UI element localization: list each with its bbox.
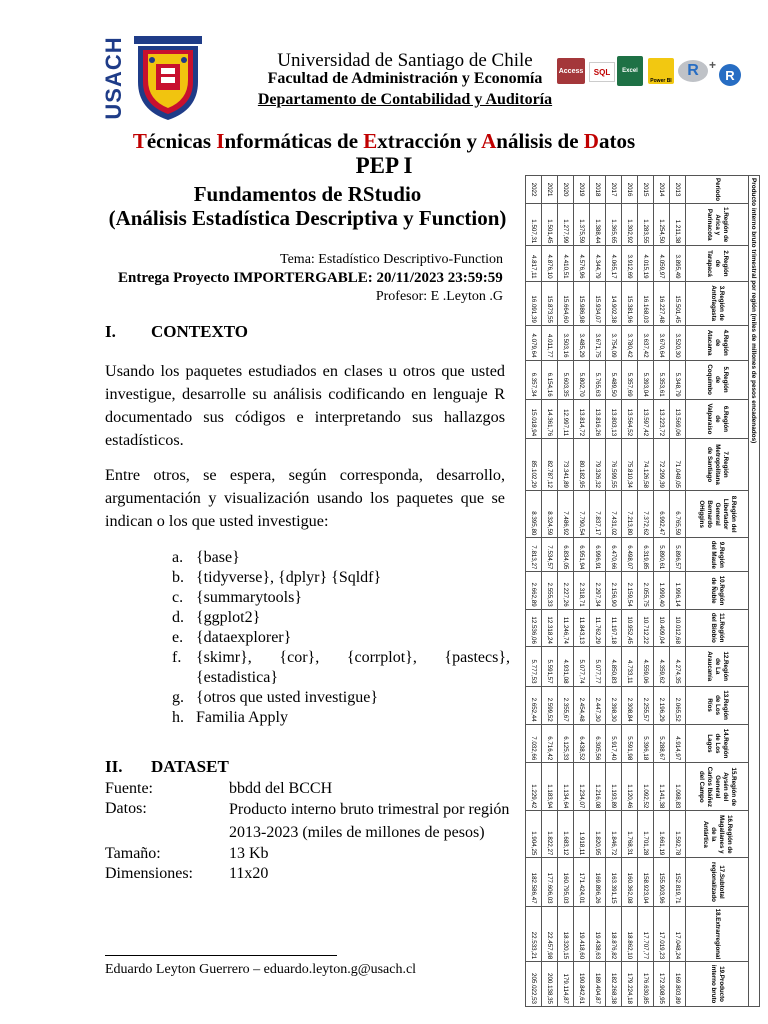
table-cell: 182.586,47 (526, 858, 542, 906)
table-cell: 6.438,52 (574, 724, 590, 763)
dataset-row: Tamaño: 13 Kb (105, 845, 269, 862)
table-cell: 6.996,91 (590, 538, 606, 572)
table-cell: 3.520,30 (670, 325, 686, 360)
plus-icon: + (709, 58, 717, 72)
table-cell: 4.576,96 (574, 246, 590, 281)
table-cell: 2016 (622, 176, 638, 204)
table-cell: 2021 (542, 176, 558, 204)
table-cell: 11.762,29 (590, 609, 606, 646)
table-cell: 5.357,69 (622, 360, 638, 399)
table-cell: 1.701,28 (638, 811, 654, 858)
table-cell: 2.055,75 (638, 572, 654, 609)
title-initial: T (132, 129, 147, 153)
table-cell: 205.022,53 (526, 962, 542, 1007)
table-cell: 19.418,60 (574, 906, 590, 962)
table-cell: 8.395,80 (526, 490, 542, 537)
table-cell: 82.787,12 (542, 439, 558, 491)
table-cell: 10.409,04 (654, 609, 670, 646)
table-cell: 5.777,53 (526, 646, 542, 686)
table-cell: 1.375,59 (574, 204, 590, 246)
table-cell: 16.091,39 (526, 281, 542, 325)
table-header-cell: 16.Región de Magallanes y de la Antártica (686, 811, 749, 858)
subtitle-rstudio: Fundamentos de RStudio (193, 182, 422, 206)
table-cell: 2014 (654, 176, 670, 204)
table-cell: 172.908,95 (654, 962, 670, 1007)
table-cell: 74.126,58 (638, 439, 654, 491)
dataset-row: Fuente: bbdd del BCCH (105, 780, 333, 797)
table-cell: 1.918,11 (574, 811, 590, 858)
table-cell: 2.227,26 (558, 572, 574, 609)
table-header-cell: 19.Producto interno bruto (686, 962, 749, 1007)
table-row (558, 176, 574, 1007)
table-cell: 189.404,87 (590, 962, 606, 1007)
table-cell: 2.156,90 (606, 572, 622, 609)
table-row (654, 176, 670, 1007)
table-cell: 7.431,02 (606, 490, 622, 537)
table-cell: 1.098,83 (670, 763, 686, 811)
r-logo-icon: R (678, 60, 708, 82)
r-logo-icon: R (719, 64, 741, 86)
table-cell: 5.603,35 (558, 360, 574, 399)
table-header-cell: 1.Región de Arica y Parinacota (686, 204, 749, 246)
table-caption-row (749, 176, 760, 1007)
table-cell: 10.012,68 (670, 609, 686, 646)
title-text: nformáticas de (224, 129, 364, 153)
list-item: e. {dataexplorer} (172, 629, 292, 646)
table-header-cell: 13.Región de Los Ríos (686, 686, 749, 724)
table-header-cell: 11.Región del Biobío (686, 609, 749, 646)
table-cell: 3.754,09 (606, 325, 622, 360)
table-cell: 4.876,10 (542, 246, 558, 281)
table-cell: 6.951,94 (574, 538, 590, 572)
table-header-cell: 15.Región de Aysén del General Carlos Ibáñez del Campo (686, 763, 749, 811)
table-cell: 182.268,38 (606, 962, 622, 1007)
table-cell: 1.211,38 (670, 204, 686, 246)
table-cell: 5.489,50 (606, 360, 622, 399)
usach-logo-text: USACH (101, 36, 126, 120)
exam-title: PEP I (355, 153, 413, 178)
table-cell: 6.992,47 (654, 490, 670, 537)
table-cell: 85.102,29 (526, 439, 542, 491)
table-cell: 4.931,08 (558, 646, 574, 686)
table-cell: 2.652,44 (526, 686, 542, 724)
table-cell: 5.890,61 (654, 538, 670, 572)
table-cell: 22.457,98 (542, 906, 558, 962)
pib-table-rotated (518, 175, 760, 1007)
table-cell: 14.361,76 (542, 399, 558, 439)
table-cell: 5.765,63 (590, 360, 606, 399)
powerbi-logo-icon: Power BI (648, 58, 674, 84)
table-cell: 11.246,74 (558, 609, 574, 646)
list-item: a. {base} (172, 549, 240, 566)
section-title: CONTEXTO (151, 322, 248, 341)
table-cell: 1.768,31 (622, 811, 638, 858)
table-header-cell: 2.Región de Tarapacá (686, 246, 749, 281)
table-cell: 2.662,89 (526, 572, 542, 609)
list-item: d. {ggplot2} (172, 609, 261, 626)
table-header-cell: 10.Región de Ñuble (686, 572, 749, 609)
table-cell: 5.896,57 (670, 538, 686, 572)
table-header-cell: 17.Subtotal regionalizado (686, 858, 749, 906)
table-cell: 5.353,61 (654, 360, 670, 399)
table-cell: 18.862,10 (622, 906, 638, 962)
table-cell: 17.048,24 (670, 906, 686, 962)
table-cell: 10.952,45 (622, 609, 638, 646)
table-cell: 3.671,75 (590, 325, 606, 360)
table-cell: 177.606,03 (542, 858, 558, 906)
table-cell: 2.599,52 (542, 686, 558, 724)
table-cell: 1.120,46 (622, 763, 638, 811)
table-cell: 158.923,04 (638, 858, 654, 906)
table-cell: 1.592,78 (670, 811, 686, 858)
table-header-cell: 3.Región de Antofagasta (686, 281, 749, 325)
table-cell: 2020 (558, 176, 574, 204)
table-cell: 2.555,33 (542, 572, 558, 609)
table-cell: 13.816,26 (590, 399, 606, 439)
table-cell: 15.501,45 (670, 281, 686, 325)
table-cell: 1.141,38 (654, 763, 670, 811)
table-cell: 5.396,18 (638, 724, 654, 763)
table-cell: 71.048,05 (670, 439, 686, 491)
table-row (542, 176, 558, 1007)
table-cell: 5.591,57 (542, 646, 558, 686)
table-cell: 160.362,08 (622, 858, 638, 906)
section-number: I. (105, 322, 116, 341)
table-cell: 1.820,95 (590, 811, 606, 858)
table-cell: 1.277,99 (558, 204, 574, 246)
list-item: g. {otros que usted investigue} (172, 689, 378, 706)
footer-divider (105, 955, 337, 956)
table-cell: 2022 (526, 176, 542, 204)
table-header-cell: Periodo (686, 176, 749, 204)
table-cell: 7.813,27 (526, 538, 542, 572)
table-cell: 1.996,14 (670, 572, 686, 609)
table-cell: 169.803,89 (670, 962, 686, 1007)
table-row (574, 176, 590, 1007)
table-cell: 2.355,67 (558, 686, 574, 724)
table-cell: 5.393,04 (638, 360, 654, 399)
table-cell: 155.903,96 (654, 858, 670, 906)
table-cell: 13.803,13 (606, 399, 622, 439)
list-item: h. Familia Apply (172, 709, 288, 726)
table-cell: 1.904,25 (526, 811, 542, 858)
table-cell: 2.297,34 (590, 572, 606, 609)
table-cell: 1.501,45 (542, 204, 558, 246)
table-cell: 13.564,52 (622, 399, 638, 439)
table-cell: 2018 (590, 176, 606, 204)
table-cell: 4.274,35 (670, 646, 686, 686)
table-row (670, 176, 686, 1007)
table-cell: 8.324,59 (542, 490, 558, 537)
table-header-cell: 18.Extrarregional (686, 906, 749, 962)
deadline-line: Entrega Proyecto IMPORTERGABLE: 20/11/2023 23:59:59 (118, 270, 503, 286)
table-cell: 3.670,64 (654, 325, 670, 360)
table-cell: 7.837,17 (590, 490, 606, 537)
dataset-info (105, 779, 515, 884)
table-cell: 6.125,33 (558, 724, 574, 763)
table-cell: 5.591,98 (622, 724, 638, 763)
table-cell: 171.424,01 (574, 858, 590, 906)
table-cell: 152.819,71 (670, 858, 686, 906)
table-header-cell: 5.Región de Coquimbo (686, 360, 749, 399)
table-cell: 6.305,56 (590, 724, 606, 763)
table-cell: 6.154,16 (542, 360, 558, 399)
table-cell: 5.077,74 (574, 646, 590, 686)
title-initial: D (583, 129, 599, 153)
list-item: f. {skimr}, {cor}, {corrplot}, {pastecs}, {estadistica} (172, 649, 510, 686)
table-cell: 1.999,40 (654, 572, 670, 609)
table-cell: 2017 (606, 176, 622, 204)
table-cell: 16.168,03 (638, 281, 654, 325)
table-cell: 15.986,98 (574, 281, 590, 325)
table-cell: 2.454,48 (574, 686, 590, 724)
table-cell: 12.318,24 (542, 609, 558, 646)
table-cell: 1.302,92 (622, 204, 638, 246)
table-cell: 1.234,07 (574, 763, 590, 811)
title-text: écnicas (146, 129, 217, 153)
table-cell: 1.365,65 (606, 204, 622, 246)
table-cell: 6.319,85 (638, 538, 654, 572)
table-cell: 73.341,89 (558, 439, 574, 491)
table-row (606, 176, 622, 1007)
table-cell: 12.536,06 (526, 609, 542, 646)
table-cell: 4.817,11 (526, 246, 542, 281)
table-cell: 179.114,87 (558, 962, 574, 1007)
table-cell: 1.283,55 (638, 204, 654, 246)
dataset-row: Dimensiones: 11x20 (105, 865, 269, 882)
table-cell: 5.077,77 (590, 646, 606, 686)
table-cell: 17.019,23 (654, 906, 670, 962)
table-cell: 11.843,13 (574, 609, 590, 646)
title-text: nálisis de (496, 129, 584, 153)
table-cell: 4.733,11 (622, 646, 638, 686)
section-contexto-heading (105, 322, 248, 342)
table-cell: 19.438,63 (590, 906, 606, 962)
table-cell: 6.765,59 (670, 490, 686, 537)
section-dataset-heading (105, 757, 229, 777)
table-cell: 4.410,51 (558, 246, 574, 281)
professor-line: Profesor: E .Leyton .G (375, 289, 503, 304)
table-cell: 1.822,27 (542, 811, 558, 858)
table-cell: 15.381,96 (622, 281, 638, 325)
table-row (526, 176, 542, 1007)
table-cell: 7.032,66 (526, 724, 542, 763)
table-cell: 4.079,64 (526, 325, 542, 360)
table-cell: 176.630,85 (638, 962, 654, 1007)
table-cell: 200.138,35 (542, 962, 558, 1007)
table-cell: 7.372,62 (638, 490, 654, 537)
table-cell: 1.216,08 (590, 763, 606, 811)
pib-table (525, 175, 760, 1007)
software-logos (555, 52, 745, 90)
table-cell: 1.229,42 (526, 763, 542, 811)
table-header-row (686, 176, 749, 1007)
title-text: xtracción y (377, 129, 482, 153)
table-cell: 169.896,26 (590, 858, 606, 906)
table-cell: 80.182,95 (574, 439, 590, 491)
table-cell: 3.503,16 (558, 325, 574, 360)
table-cell: 5.917,40 (606, 724, 622, 763)
table-cell: 13.814,72 (574, 399, 590, 439)
title-initial: I (216, 129, 225, 153)
table-cell: 18.876,82 (606, 906, 622, 962)
table-cell: 11.197,18 (606, 609, 622, 646)
table-cell: 163.391,15 (606, 858, 622, 906)
table-cell: 10.712,22 (638, 609, 654, 646)
table-cell: 6.716,42 (542, 724, 558, 763)
list-item: b. {tidyverse}, {dplyr} {Sqldf} (172, 569, 382, 586)
table-cell: 15.664,60 (558, 281, 574, 325)
table-header-cell: 4.Región de Atacama (686, 325, 749, 360)
course-title (0, 129, 768, 154)
table-cell: 2.065,52 (670, 686, 686, 724)
excel-logo-icon: Excel (617, 56, 643, 86)
table-cell: 13.569,06 (670, 399, 686, 439)
table-cell: 1.661,19 (654, 811, 670, 858)
department-name: Departamento de Contabilidad y Auditoría (257, 91, 553, 108)
list-item: c. {summarytools} (172, 589, 303, 606)
table-cell: 1.683,12 (558, 811, 574, 858)
table-cell: 7.534,57 (542, 538, 558, 572)
table-cell: 14.902,38 (606, 281, 622, 325)
table-cell: 4.359,62 (654, 646, 670, 686)
package-list (172, 548, 510, 728)
table-cell: 6.498,07 (622, 538, 638, 572)
table-cell: 5.288,67 (654, 724, 670, 763)
table-cell: 2.398,30 (606, 686, 622, 724)
table-header-cell: 12.Región de La Araucanía (686, 646, 749, 686)
table-cell: 1.193,89 (606, 763, 622, 811)
table-cell: 17.707,77 (638, 906, 654, 962)
table-cell: 2.447,30 (590, 686, 606, 724)
table-cell: 4.914,97 (670, 724, 686, 763)
table-cell: 22.533,21 (526, 906, 542, 962)
table-cell: 75.810,34 (622, 439, 638, 491)
table-cell: 1.846,72 (606, 811, 622, 858)
table-cell: 1.134,64 (558, 763, 574, 811)
table-cell: 3.780,42 (622, 325, 638, 360)
table-cell: 2.255,57 (638, 686, 654, 724)
access-logo-icon: Access (557, 58, 585, 84)
dataset-row: Datos: Producto interno bruto trimestral por región 2013-2023 (miles de millones de pesos) (105, 800, 510, 841)
table-cell: 4.559,06 (638, 646, 654, 686)
table-cell: 2019 (574, 176, 590, 204)
table-cell: 1.507,31 (526, 204, 542, 246)
table-cell: 2.159,54 (622, 572, 638, 609)
table-cell: 15.873,55 (542, 281, 558, 325)
table-header-cell: 6.Región de Valparaíso (686, 399, 749, 439)
table-header-cell: 9.Región del Maule (686, 538, 749, 572)
table-cell: 3.485,29 (574, 325, 590, 360)
table-cell: 16.227,48 (654, 281, 670, 325)
section-number: II. (105, 757, 123, 776)
title-initial: E (363, 129, 378, 153)
table-cell: 3.912,69 (622, 246, 638, 281)
table-cell: 5.802,70 (574, 360, 590, 399)
table-cell: 3.637,42 (638, 325, 654, 360)
table-cell: 6.834,05 (558, 538, 574, 572)
table-cell: 6.470,66 (606, 538, 622, 572)
table-cell: 4.850,83 (606, 646, 622, 686)
table-cell: 15.934,07 (590, 281, 606, 325)
table-cell: 13.223,72 (654, 399, 670, 439)
table-cell: 7.486,92 (558, 490, 574, 537)
table-header-cell: 7.Región Metropolitana de Santiago (686, 439, 749, 491)
pib-table-container (518, 175, 760, 1007)
title-initial: A (481, 129, 497, 153)
table-header-cell: 14.Región de Los Lagos (686, 724, 749, 763)
section-title: DATASET (151, 757, 229, 776)
table-cell: 2.318,71 (574, 572, 590, 609)
context-paragraph-1: Usando los paquetes estudiados en clases u otros que usted investigue, desarrolle su análisis codificando en lenguaje R documentado sus códigos e interpretando sus hallazgos estadísticos. (105, 362, 505, 449)
table-row (590, 176, 606, 1007)
table-cell: 15.018,94 (526, 399, 542, 439)
faculty-name: Facultad de Administración y Economía (267, 70, 543, 87)
footer-author: Eduardo Leyton Guerrero – eduardo.leyton.g@usach.cl (105, 962, 417, 977)
subtitle-analysis: (Análisis Estadística Descriptiva y Function) (108, 206, 507, 230)
table-cell: 18.320,15 (558, 906, 574, 962)
table-caption: Producto interno bruto trimestral por región (miles de millones de pesos encadenados) (749, 176, 760, 1007)
table-cell: 2013 (670, 176, 686, 204)
table-cell: 179.224,18 (622, 962, 638, 1007)
table-cell: 72.299,39 (654, 439, 670, 491)
table-cell: 3.895,49 (670, 246, 686, 281)
table-cell: 4.015,19 (638, 246, 654, 281)
context-paragraph-2: Entre otros, se espera, según corresponda, desarrollo, argumentación y visualización usando los paquetes que se indican o los que usted investigue: (105, 466, 505, 530)
table-cell: 2.196,29 (654, 686, 670, 724)
table-cell: 79.326,32 (590, 439, 606, 491)
table-cell: 4.059,97 (654, 246, 670, 281)
topic-line: Tema: Estadístico Descriptivo-Function (280, 252, 503, 267)
table-cell: 2015 (638, 176, 654, 204)
table-cell: 5.348,79 (670, 360, 686, 399)
table-cell: 1.388,44 (590, 204, 606, 246)
table-row (638, 176, 654, 1007)
table-cell: 7.213,80 (622, 490, 638, 537)
table-header-cell: 8.Región del Libertador General Bernardo OHiggins (686, 490, 749, 537)
university-name: Universidad de Santiago de Chile (277, 50, 533, 71)
table-cell: 4.065,17 (606, 246, 622, 281)
table-cell: 6.357,34 (526, 360, 542, 399)
table-row (622, 176, 638, 1007)
table-cell: 1.183,94 (542, 763, 558, 811)
table-cell: 7.790,54 (574, 490, 590, 537)
table-cell: 2.308,84 (622, 686, 638, 724)
table-cell: 1.254,50 (654, 204, 670, 246)
table-cell: 4.344,79 (590, 246, 606, 281)
table-cell: 160.795,03 (558, 858, 574, 906)
title-text: atos (598, 129, 636, 153)
sql-logo-icon: SQL (589, 62, 615, 82)
table-cell: 4.011,77 (542, 325, 558, 360)
table-cell: 1.092,52 (638, 763, 654, 811)
table-cell: 190.842,61 (574, 962, 590, 1007)
table-cell: 76.599,55 (606, 439, 622, 491)
table-cell: 12.997,11 (558, 399, 574, 439)
table-cell: 13.597,42 (638, 399, 654, 439)
